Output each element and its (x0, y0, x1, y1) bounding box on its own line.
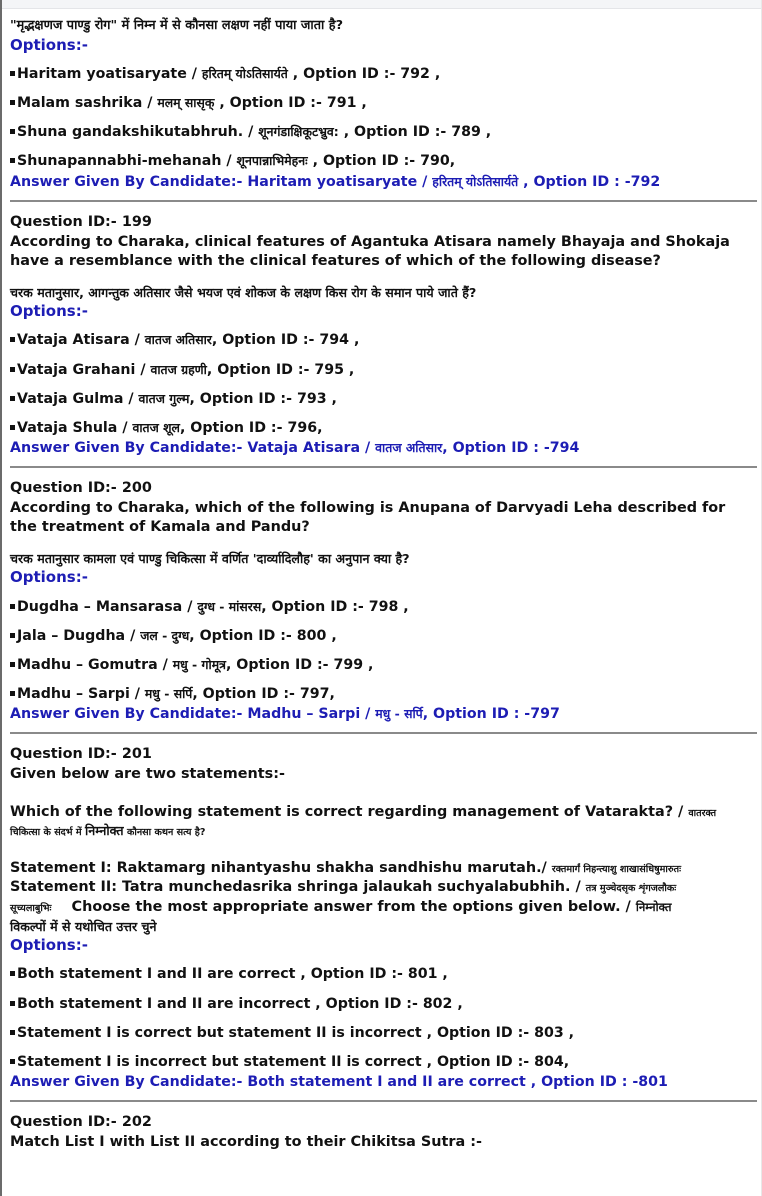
bullet-square-icon (10, 691, 15, 696)
option-text: Madhu – Gomutra / मधु - गोमूत्र, Option ID :- 799 , (17, 656, 374, 673)
bullet-square-icon (10, 1059, 15, 1064)
bullet-square-icon (10, 662, 15, 667)
question-block-198 (10, 9, 751, 191)
option-text: Both statement I and II are incorrect , Option ID :- 802 , (17, 995, 463, 1012)
answer-given-by-candidate: Answer Given By Candidate:- Vataja Atisara / वातज अतिसार, Option ID : -794 (10, 439, 580, 456)
option-row[interactable] (10, 124, 751, 141)
options-label: Options:- (10, 567, 88, 586)
option-text: Dugdha – Mansarasa / दुग्ध - मांसरस, Option ID :- 798 , (17, 598, 409, 615)
spacer (10, 537, 751, 549)
option-row[interactable] (10, 95, 751, 112)
options-label: Options:- (10, 935, 88, 954)
option-row[interactable] (10, 362, 751, 379)
option-row[interactable] (10, 332, 751, 349)
bullet-square-icon (10, 1001, 15, 1006)
options-label: Options:- (10, 301, 88, 320)
section-divider (10, 1100, 757, 1102)
question-text-english: According to Charaka, which of the following is Anupana of Darvyadi Leha described for the treatment of Kamala and Pandu? (10, 500, 726, 536)
bullet-square-icon (10, 129, 15, 134)
bullet-square-icon (10, 633, 15, 638)
option-row[interactable] (10, 686, 751, 703)
question-text-english: Match List I with List II according to their Chikitsa Sutra :- (10, 1134, 482, 1151)
option-text: Both statement I and II are correct , Option ID :- 801 , (17, 966, 448, 983)
option-text: Madhu – Sarpi / मधु - सर्पि, Option ID :- 797, (17, 685, 335, 702)
option-text: Haritam yoatisaryate / हरितम् योऽतिसार्यते , Option ID :- 792 , (17, 66, 441, 83)
section-divider (10, 732, 757, 734)
option-row[interactable] (10, 153, 751, 170)
bullet-square-icon (10, 100, 15, 105)
statement-two: Statement II: Tatra munchedasrika shringa jalaukah suchyalabubhih. / तत्र मुञ्चेदसृक शृंगजलौकः (10, 879, 677, 896)
top-band (2, 0, 761, 9)
bullet-square-icon (10, 71, 15, 76)
question-id: Question ID:- 200 (10, 480, 152, 497)
question-intro: Given below are two statements:- (10, 766, 285, 783)
option-row[interactable] (10, 391, 751, 408)
spacer (10, 271, 751, 283)
question-prompt-english: Which of the following statement is correct regarding management of Vatarakta? / वातरक्त (10, 804, 717, 821)
option-row[interactable] (10, 66, 751, 83)
option-text: Vataja Grahani / वातज ग्रहणी, Option ID :- 795 , (17, 361, 355, 378)
answer-given-by-candidate: Answer Given By Candidate:- Both statement I and II are correct , Option ID : -801 (10, 1073, 668, 1090)
section-divider (10, 466, 757, 468)
bullet-square-icon (10, 1030, 15, 1035)
question-id: Question ID:- 199 (10, 214, 152, 231)
question-id: Question ID:- 202 (10, 1114, 152, 1131)
options-label: Options:- (10, 35, 88, 54)
choose-instruction: सूच्यलाबुभिः Choose the most appropriate answer from the options given below. / निम्नोक्त (10, 898, 672, 915)
bullet-square-icon (10, 367, 15, 372)
option-text: Jala – Dugdha / जल - दुग्ध, Option ID :- 800 , (17, 627, 337, 644)
question-text-hindi: चरक मतानुसार कामला एवं पाण्डु चिकित्सा में वर्णित 'दार्व्यादिलौह' का अनुपान क्या है? (10, 551, 410, 567)
choose-instruction-hindi: विकल्पों में से यथोचित उत्तर चुने (10, 919, 157, 934)
bullet-square-icon (10, 158, 15, 163)
bullet-square-icon (10, 425, 15, 430)
option-text: Vataja Shula / वातज शूल, Option ID :- 796, (17, 419, 323, 436)
question-block-200 (10, 477, 751, 723)
question-text-hindi: "मृद्भक्षणज पाण्डु रोग" में निम्न में से कौनसा लक्षण नहीं पाया जाता है? (10, 18, 343, 33)
option-row[interactable] (10, 996, 751, 1013)
option-row[interactable] (10, 420, 751, 437)
spacer (10, 841, 751, 859)
question-block-199 (10, 211, 751, 457)
question-text-english: According to Charaka, clinical features of Agantuka Atisara namely Bhayaja and Shokaja have a resemblance with the clinical features of which of the following disease? (10, 233, 730, 269)
answer-given-by-candidate: Answer Given By Candidate:- Madhu – Sarpi / मधु - सर्पि, Option ID : -797 (10, 705, 560, 722)
section-divider (10, 200, 757, 202)
option-text: Malam sashrika / मलम् सासृक् , Option ID :- 791 , (17, 95, 367, 112)
question-prompt-hindi: चिकित्सा के संदर्भ में निम्नोक्त कौनसा कथन सत्य है? (10, 823, 206, 839)
spacer (10, 784, 751, 802)
option-text: Shuna gandakshikutabhruh. / शूनगंडाक्षिकूटभ्रुव: , Option ID :- 789 , (17, 124, 492, 141)
question-block-201 (10, 743, 751, 1091)
option-text: Vataja Atisara / वातज अतिसार, Option ID :- 794 , (17, 332, 360, 349)
bullet-square-icon (10, 396, 15, 401)
option-text: Vataja Gulma / वातज गुल्म, Option ID :- 793 , (17, 390, 337, 407)
question-id: Question ID:- 201 (10, 746, 152, 763)
option-row[interactable] (10, 1054, 751, 1071)
bullet-square-icon (10, 337, 15, 342)
statement-one: Statement I: Raktamarg nihantyashu shakha sandhishu marutah./ रक्तमार्गं निहन्त्याशु शाखासंधिषुमारुतः (10, 860, 682, 877)
question-block-202 (10, 1111, 751, 1152)
option-text: Shunapannabhi-mehanah / शूनपान्नाभिमेहनः , Option ID :- 790, (17, 153, 456, 170)
answer-given-by-candidate: Answer Given By Candidate:- Haritam yoatisaryate / हरितम् योऽतिसार्यते , Option ID : -792 (10, 173, 661, 190)
option-row[interactable] (10, 966, 751, 983)
question-text-hindi: चरक मतानुसार, आगन्तुक अतिसार जैसे भयज एवं शोकज के लक्षण किस रोग के समान पाये जाते हैं? (10, 285, 477, 300)
option-row[interactable] (10, 657, 751, 674)
option-text: Statement I is incorrect but statement II is correct , Option ID :- 804, (17, 1053, 570, 1070)
option-row[interactable] (10, 1025, 751, 1042)
bullet-square-icon (10, 971, 15, 976)
option-row[interactable] (10, 628, 751, 645)
option-text: Statement I is correct but statement II is incorrect , Option ID :- 803 , (17, 1024, 575, 1041)
option-row[interactable] (10, 599, 751, 616)
bullet-square-icon (10, 604, 15, 609)
